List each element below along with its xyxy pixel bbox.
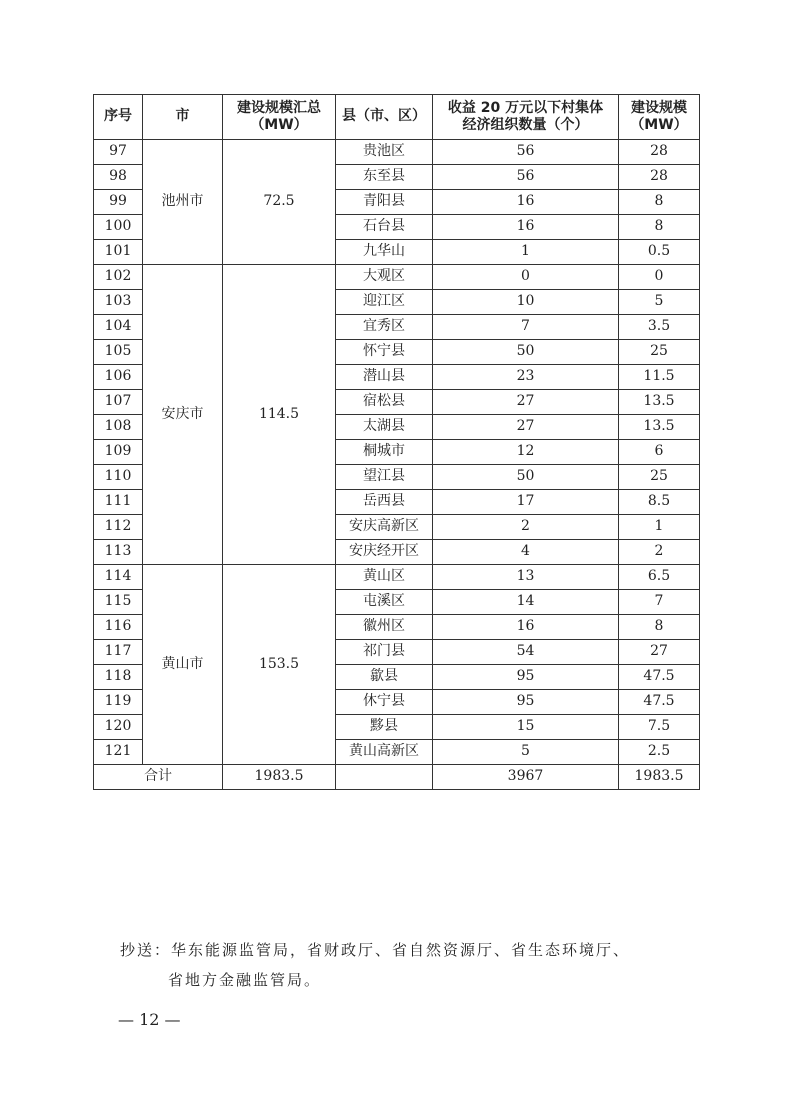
cell-village-count: 16: [433, 190, 619, 215]
cell-county: 徽州区: [336, 615, 433, 640]
cell-village-count: 2: [433, 515, 619, 540]
cell-village-count: 4: [433, 540, 619, 565]
cell-village-count: 27: [433, 415, 619, 440]
cell-scale: 2: [619, 540, 700, 565]
cell-scale: 28: [619, 165, 700, 190]
header-county: 县（市、区）: [336, 95, 433, 140]
cell-county: 歙县: [336, 665, 433, 690]
table-header-row: [94, 95, 700, 140]
header-village-count: 收益 20 万元以下村集体 经济组织数量（个）: [433, 95, 619, 140]
cell-village-count: 16: [433, 615, 619, 640]
cell-scale: 8: [619, 615, 700, 640]
cell-scale: 47.5: [619, 690, 700, 715]
cell-county: 潜山县: [336, 365, 433, 390]
cell-county: 祁门县: [336, 640, 433, 665]
cell-scale: 25: [619, 465, 700, 490]
cell-index: 114: [94, 565, 143, 590]
cell-index: 101: [94, 240, 143, 265]
cell-county: 东至县: [336, 165, 433, 190]
cell-index: 104: [94, 315, 143, 340]
cell-index: 118: [94, 665, 143, 690]
cell-scale: 6.5: [619, 565, 700, 590]
cell-county: 桐城市: [336, 440, 433, 465]
cell-scale: 1: [619, 515, 700, 540]
header-city: 市: [143, 95, 223, 140]
cell-index: 108: [94, 415, 143, 440]
cell-scale-total: 114.5: [223, 265, 336, 565]
cell-scale: 27: [619, 640, 700, 665]
cell-county: 迎江区: [336, 290, 433, 315]
cell-city: 黄山市: [143, 565, 223, 765]
cell-county: 安庆高新区: [336, 515, 433, 540]
cell-village-count: 95: [433, 665, 619, 690]
header-scale: 建设规模 （MW）: [619, 95, 700, 140]
cell-scale: 7: [619, 590, 700, 615]
cell-county: 太湖县: [336, 415, 433, 440]
cell-index: 107: [94, 390, 143, 415]
cell-scale: 2.5: [619, 740, 700, 765]
cell-index: 116: [94, 615, 143, 640]
cell-village-count: 27: [433, 390, 619, 415]
cc-line-2: 省地方金融监管局。: [168, 971, 322, 989]
cell-scale: 8: [619, 215, 700, 240]
cell-scale: 0: [619, 265, 700, 290]
cell-county: 九华山: [336, 240, 433, 265]
cell-village-count: 12: [433, 440, 619, 465]
cell-index: 120: [94, 715, 143, 740]
cell-county: 安庆经开区: [336, 540, 433, 565]
cell-county: 岳西县: [336, 490, 433, 515]
cell-county: 青阳县: [336, 190, 433, 215]
cell-village-count: 54: [433, 640, 619, 665]
cell-city: 安庆市: [143, 265, 223, 565]
cell-index: 97: [94, 140, 143, 165]
cell-index: 115: [94, 590, 143, 615]
cell-city: 池州市: [143, 140, 223, 265]
cell-village-count: 5: [433, 740, 619, 765]
cell-index: 117: [94, 640, 143, 665]
page-number: — 12 —: [118, 1010, 181, 1029]
cell-county: 石台县: [336, 215, 433, 240]
cell-index: 103: [94, 290, 143, 315]
cell-index: 113: [94, 540, 143, 565]
cell-village-count: 17: [433, 490, 619, 515]
cell-index: 110: [94, 465, 143, 490]
cell-scale: 28: [619, 140, 700, 165]
cell-village-count: 16: [433, 215, 619, 240]
cell-index: 111: [94, 490, 143, 515]
cell-scale-total: 153.5: [223, 565, 336, 765]
cell-total-scale-sum: 1983.5: [223, 765, 336, 790]
cell-index: 112: [94, 515, 143, 540]
cell-county: 怀宁县: [336, 340, 433, 365]
construction-scale-table: [93, 94, 700, 790]
cell-scale: 11.5: [619, 365, 700, 390]
table-row: [94, 140, 700, 165]
cell-village-count: 7: [433, 315, 619, 340]
table-row: [94, 565, 700, 590]
cell-county: 宜秀区: [336, 315, 433, 340]
data-table-container: [93, 94, 699, 790]
cell-scale: 3.5: [619, 315, 700, 340]
cell-county: 黄山区: [336, 565, 433, 590]
cell-village-count: 23: [433, 365, 619, 390]
cell-index: 109: [94, 440, 143, 465]
table-total-row: [94, 765, 700, 790]
cell-scale-total: 72.5: [223, 140, 336, 265]
cc-line-1: 抄送：华东能源监管局，省财政厅、省自然资源厅、省生态环境厅、: [120, 941, 631, 959]
cell-scale: 7.5: [619, 715, 700, 740]
cell-index: 105: [94, 340, 143, 365]
cell-index: 102: [94, 265, 143, 290]
cell-village-count: 95: [433, 690, 619, 715]
cell-village-count: 1: [433, 240, 619, 265]
cell-county: 望江县: [336, 465, 433, 490]
cell-total-county: [336, 765, 433, 790]
cell-scale: 6: [619, 440, 700, 465]
cell-village-count: 10: [433, 290, 619, 315]
header-scale-total: 建设规模汇总 （MW）: [223, 95, 336, 140]
cell-village-count: 56: [433, 140, 619, 165]
cell-total-label: 合计: [94, 765, 223, 790]
cell-county: 宿松县: [336, 390, 433, 415]
cell-village-count: 14: [433, 590, 619, 615]
cell-village-count: 56: [433, 165, 619, 190]
cell-scale: 25: [619, 340, 700, 365]
cell-county: 贵池区: [336, 140, 433, 165]
cell-scale: 8: [619, 190, 700, 215]
cell-scale: 47.5: [619, 665, 700, 690]
cell-county: 黄山高新区: [336, 740, 433, 765]
cell-index: 106: [94, 365, 143, 390]
cell-scale: 0.5: [619, 240, 700, 265]
cell-index: 100: [94, 215, 143, 240]
cell-scale: 13.5: [619, 390, 700, 415]
cell-scale: 8.5: [619, 490, 700, 515]
cell-scale: 5: [619, 290, 700, 315]
cell-total-scale: 1983.5: [619, 765, 700, 790]
cell-village-count: 15: [433, 715, 619, 740]
cell-index: 121: [94, 740, 143, 765]
cell-index: 98: [94, 165, 143, 190]
cell-county: 屯溪区: [336, 590, 433, 615]
cell-index: 99: [94, 190, 143, 215]
cc-note: [120, 935, 630, 995]
cell-village-count: 50: [433, 465, 619, 490]
cell-village-count: 50: [433, 340, 619, 365]
cell-county: 大观区: [336, 265, 433, 290]
table-row: [94, 265, 700, 290]
header-index: 序号: [94, 95, 143, 140]
cell-county: 休宁县: [336, 690, 433, 715]
cell-total-count: 3967: [433, 765, 619, 790]
cell-county: 黟县: [336, 715, 433, 740]
cell-scale: 13.5: [619, 415, 700, 440]
cell-index: 119: [94, 690, 143, 715]
cell-village-count: 0: [433, 265, 619, 290]
cell-village-count: 13: [433, 565, 619, 590]
